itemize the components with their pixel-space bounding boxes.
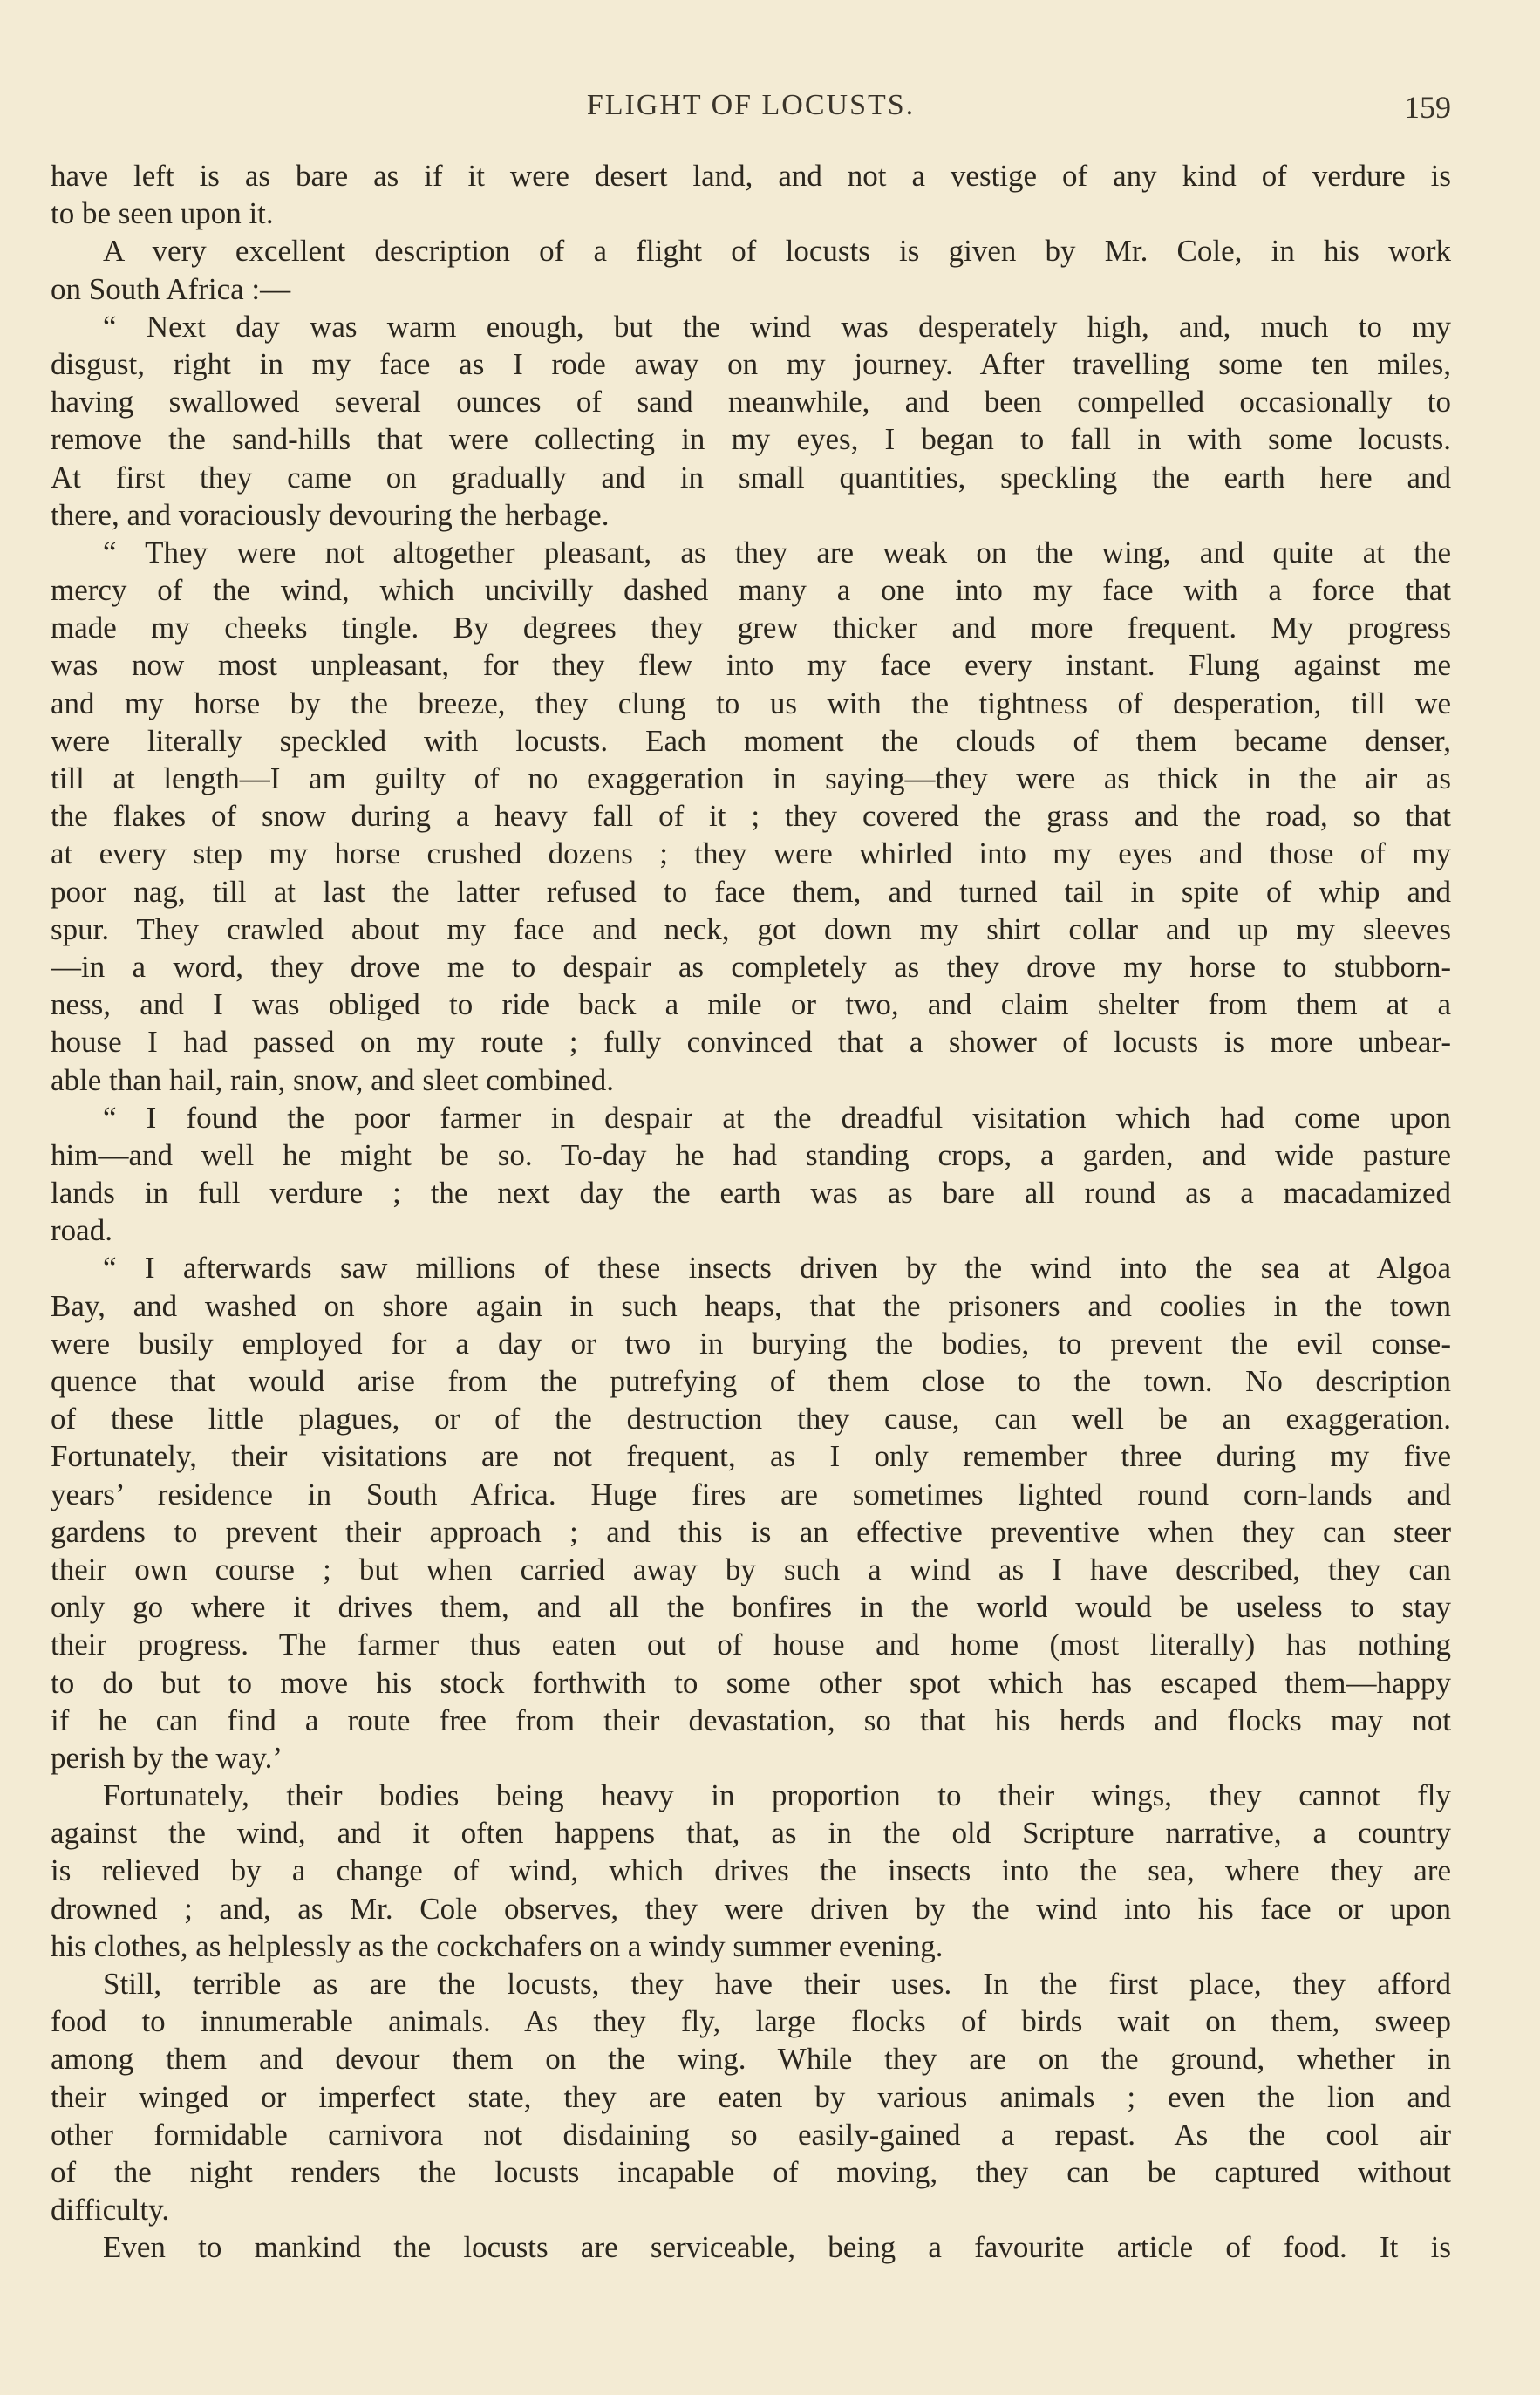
text-line: At first they came on gradually and in small quantities, speckling the earth here and	[51, 460, 1451, 495]
text-line: lands in full verdure ; the next day the earth was as bare all round as a macadamized	[51, 1176, 1451, 1211]
text-line: A very excellent description of a flight of locusts is given by Mr. Cole, in his work	[103, 234, 1451, 269]
text-line: spur. They crawled about my face and neck, got down my shirt collar and up my sleeves	[51, 911, 1451, 946]
text-line: of these little plagues, or of the destruction they cause, can well be an exaggeration.	[51, 1402, 1451, 1436]
text-line: to be seen upon it.	[51, 196, 274, 231]
text-line: of the night renders the locusts incapable of moving, they can be captured without	[51, 2154, 1451, 2189]
text-line: Even to mankind the locusts are serviceable, being a favourite article of food. It is	[103, 2230, 1451, 2265]
text-line: years’ residence in South Africa. Huge fires are sometimes lighted round corn-lands and	[51, 1477, 1451, 1511]
text-line: perish by the way.’	[51, 1740, 283, 1775]
text-line: only go where it drives them, and all the bonfires in the world would be useless to stay	[51, 1590, 1451, 1625]
text-line: road.	[51, 1213, 112, 1248]
text-line: was now most unpleasant, for they flew into my face every instant. Flung against me	[51, 648, 1451, 683]
text-line: other formidable carnivora not disdaining so easily-gained a repast. As the cool air	[51, 2117, 1451, 2152]
text-line: have left is as bare as if it were desert land, and not a vestige of any kind of verdure is	[51, 159, 1451, 193]
text-line: at every step my horse crushed dozens ; they were whirled into my eyes and those of my	[51, 836, 1451, 871]
text-line: disgust, right in my face as I rode away on my journey. After travelling some ten miles,	[51, 346, 1451, 381]
text-line: Still, terrible as are the locusts, they have their uses. In the first place, they afford	[103, 1967, 1451, 2001]
text-line: him—and well he might be so. To-day he had standing crops, a garden, and wide pasture	[51, 1137, 1451, 1172]
text-line: Fortunately, their visitations are not frequent, as I only remember three during my five	[51, 1439, 1451, 1474]
text-line: having swallowed several ounces of sand meanwhile, and been compelled occasionally to	[51, 385, 1451, 420]
text-line: food to innumerable animals. As they fly, large flocks of birds wait on them, sweep	[51, 2004, 1451, 2039]
text-line: were literally speckled with locusts. Each moment the clouds of them became denser,	[51, 723, 1451, 758]
text-line: poor nag, till at last the latter refused to face them, and turned tail in spite of whip and	[51, 874, 1451, 909]
text-line: able than hail, rain, snow, and sleet combined.	[51, 1062, 615, 1097]
book-page	[51, 0, 1451, 2395]
text-line: if he can find a route free from their devastation, so that his herds and flocks may not	[51, 1702, 1451, 1737]
text-line: house I had passed on my route ; fully convinced that a shower of locusts is more unbear-	[51, 1025, 1451, 1060]
text-line: “ Next day was warm enough, but the wind was desperately high, and, much to my	[103, 309, 1451, 344]
text-line: and my horse by the breeze, they clung to us with the tightness of desperation, till we	[51, 686, 1451, 720]
body-text	[51, 157, 1451, 2267]
text-line: made my cheeks tingle. By degrees they grew thicker and more frequent. My progress	[51, 611, 1451, 645]
text-line: their own course ; but when carried away by such a wind as I have described, they can	[51, 1552, 1451, 1586]
text-line: drowned ; and, as Mr. Cole observes, they were driven by the wind into his face or upon	[51, 1891, 1451, 1926]
text-line: mercy of the wind, which uncivilly dashed many a one into my face with a force that	[51, 573, 1451, 608]
text-line: Bay, and washed on shore again in such heaps, that the prisoners and coolies in the town	[51, 1288, 1451, 1323]
text-line: there, and voraciously devouring the herbage.	[51, 497, 610, 532]
text-line: among them and devour them on the wing. While they are on the ground, whether in	[51, 2042, 1451, 2077]
text-line: “ I found the poor farmer in despair at the dreadful visitation which had come upon	[103, 1100, 1451, 1135]
text-line: the flakes of snow during a heavy fall of it ; they covered the grass and the road, so that	[51, 799, 1451, 834]
text-line: till at length—I am guilty of no exaggeration in saying—they were as thick in the air as	[51, 761, 1451, 795]
text-line: remove the sand-hills that were collecting in my eyes, I began to fall in with some locusts.	[51, 422, 1451, 457]
text-line: were busily employed for a day or two in burying the bodies, to prevent the evil conse-	[51, 1326, 1451, 1361]
text-line: —in a word, they drove me to despair as completely as they drove my horse to stubborn-	[51, 949, 1451, 984]
text-line: to do but to move his stock forthwith to some other spot which has escaped them—happy	[51, 1665, 1451, 1700]
text-line: Fortunately, their bodies being heavy in proportion to their wings, they cannot fly	[103, 1778, 1451, 1813]
running-title: FLIGHT OF LOCUSTS.	[586, 89, 916, 121]
text-line: “ I afterwards saw millions of these insects driven by the wind into the sea at Algoa	[103, 1251, 1451, 1286]
text-line: against the wind, and it often happens that, as in the old Scripture narrative, a country	[51, 1816, 1451, 1851]
text-line: their winged or imperfect state, they are eaten by various animals ; even the lion and	[51, 2079, 1451, 2114]
text-line: “ They were not altogether pleasant, as they are weak on the wing, and quite at the	[103, 535, 1451, 570]
text-line: quence that would arise from the putrefying of them close to the town. No description	[51, 1364, 1451, 1398]
text-line: is relieved by a change of wind, which drives the insects into the sea, where they are	[51, 1853, 1451, 1888]
page-number: 159	[1404, 90, 1451, 125]
text-line: his clothes, as helplessly as the cockchafers on a windy summer evening.	[51, 1928, 944, 1963]
text-line: gardens to prevent their approach ; and this is an effective preventive when they can steer	[51, 1514, 1451, 1549]
text-line: ness, and I was obliged to ride back a mile or two, and claim shelter from them at a	[51, 987, 1451, 1022]
running-head	[51, 89, 1451, 133]
text-line: difficulty.	[51, 2193, 170, 2228]
text-line: on South Africa :—	[51, 271, 291, 306]
text-line: their progress. The farmer thus eaten out of house and home (most literally) has nothing	[51, 1627, 1451, 1662]
